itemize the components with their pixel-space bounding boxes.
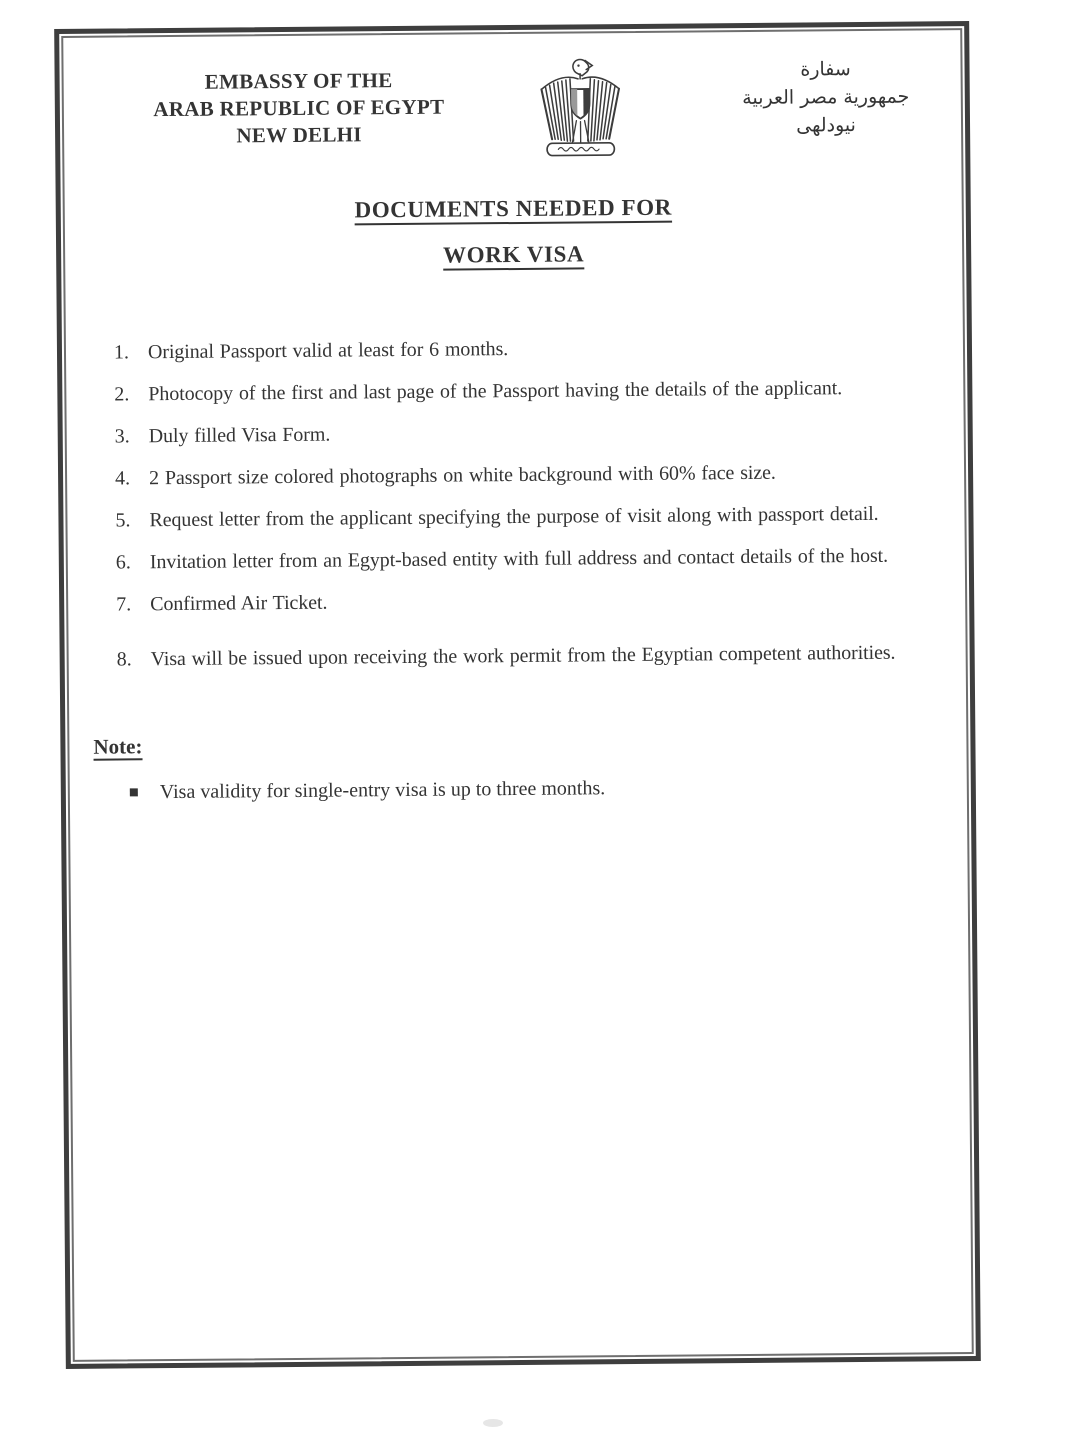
note-text: Visa validity for single-entry visa is up to three months. [159,777,606,804]
requirement-item-8 [116,631,957,680]
requirement-number: 2. [114,383,130,406]
requirement-number: 1. [113,341,130,364]
requirement-text: 2 Passport size colored photographs on white background with 60% face size. [148,461,776,490]
scan-smudge [483,1419,503,1427]
egypt-coat-of-arms-icon [532,57,628,162]
title-line-2: WORK VISA [443,241,585,268]
embassy-name-english [133,60,464,150]
requirement-text: Invitation letter from an Egypt-based entity with full address and contact details of the host. [149,544,889,574]
embassy-line-2: ARAB REPUBLIC OF EGYPT [153,94,445,122]
requirement-item-7 [116,576,957,625]
letterhead [133,56,947,165]
requirement-item-4 [115,450,956,499]
requirement-number: 8. [116,648,132,671]
requirement-text: Visa will be issued upon receiving the work permit from the Egyptian competent authorities. [150,641,896,671]
arabic-line-2: جمهورية مصر العربية [742,85,910,110]
requirement-number: 3. [114,425,130,448]
document-title [65,182,963,282]
requirement-item-3 [115,408,956,457]
arabic-line-1: سفارة [800,58,851,81]
embassy-line-1: EMBASSY OF THE [204,68,393,94]
requirement-number: 4. [114,467,131,490]
document-content [63,30,972,1360]
requirement-item-1 [114,324,955,373]
requirement-text: Original Passport valid at least for 6 months. [147,338,509,364]
document-inner-border [61,28,974,1362]
requirement-number: 7. [116,593,132,616]
requirement-text: Request letter from the applicant specifying the purpose of visit along with passport detail. [149,502,879,532]
requirement-text: Photocopy of the first and last page of the Passport having the details of the applicant. [148,377,843,406]
requirement-text: Duly filled Visa Form. [148,423,331,448]
requirement-item-2 [114,366,955,415]
requirement-item-5 [115,492,956,541]
note-item [130,774,951,804]
requirement-item-6 [116,534,957,583]
embassy-name-arabic [696,54,947,140]
requirement-text: Confirmed Air Ticket. [150,591,328,616]
note-label: Note: [93,734,143,759]
title-line-1: DOCUMENTS NEEDED FOR [354,194,673,223]
document-border-frame [54,21,981,1369]
note-section [93,727,951,804]
requirement-number: 5. [115,509,131,532]
arabic-line-3: نيودلهى [796,114,856,137]
embassy-line-3: NEW DELHI [236,122,362,148]
square-bullet-icon [130,788,138,796]
requirements-list [114,324,958,680]
requirement-number: 6. [115,551,131,574]
